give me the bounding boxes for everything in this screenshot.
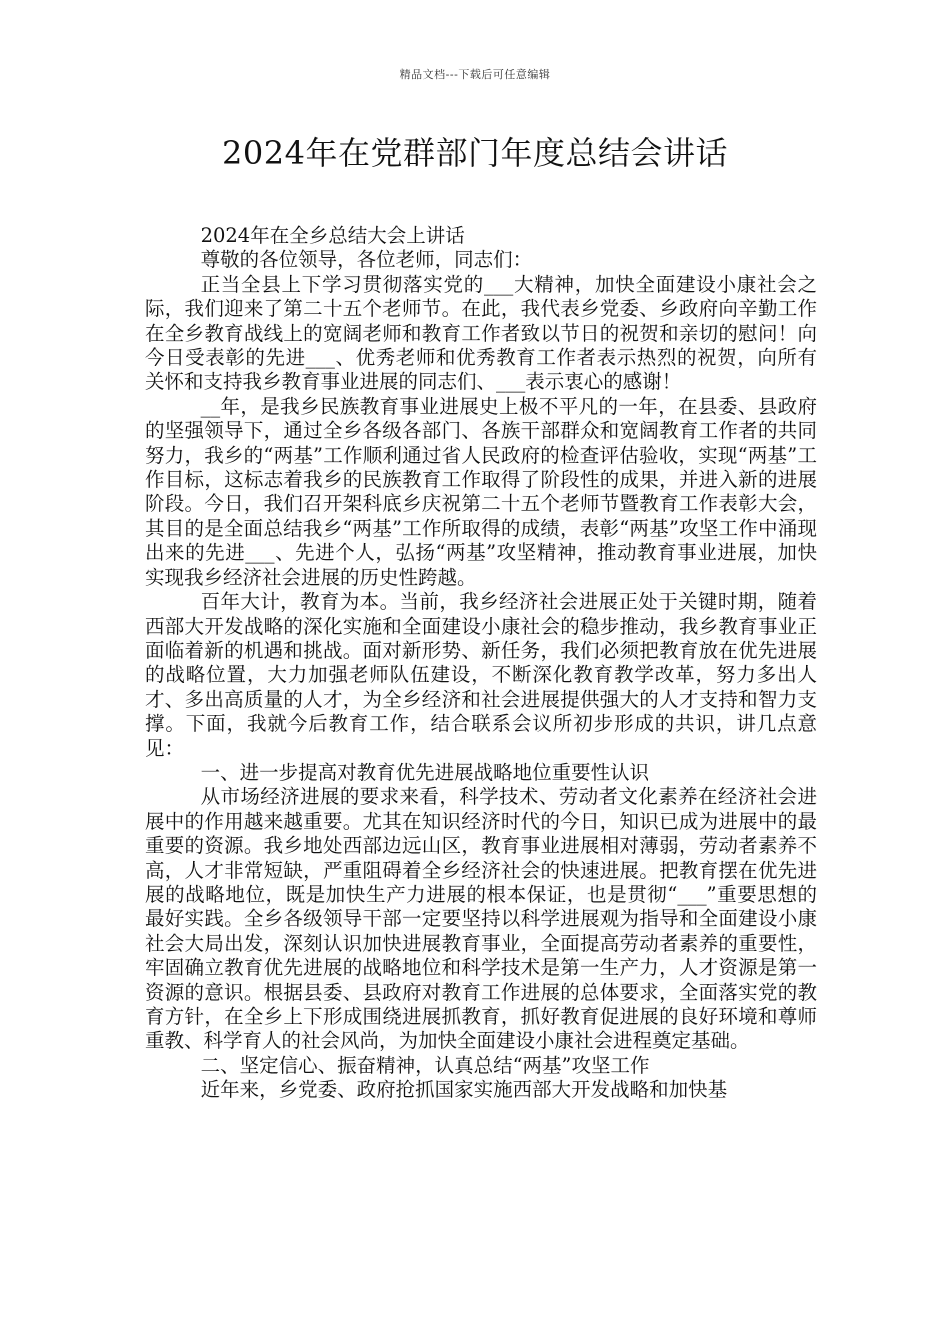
salutation: 尊敬的各位领导，各位老师，同志们：	[200, 248, 533, 272]
page-header: 精品文档---下载后可任意编辑	[399, 68, 551, 81]
body-paragraph: 百年大计，教育为本。当前，我乡经济社会进展正处于关键时期，随着西部大开发战略的深化实施和全面建设小康社会的稳步推动，我乡教育事业正面临着新的机遇和挑战。面对新形势、新任务，我们必须把教育放在优先进展的战略位置，大力加强老师队伍建设，不断深化教育教学改革，努力多出人才、多出高质量的人才，为全乡经济和社会进展提供强大的人才支持和智力支撑。下面，我就今后教育工作，结合联系会议所初步形成的共识，讲几点意见：	[145, 590, 817, 760]
document-body	[145, 224, 817, 1103]
section-heading: 二、坚定信心、振奋精神，认真总结“两基”攻坚工作	[200, 1053, 650, 1077]
section-heading: 一、进一步提高对教育优先进展战略地位重要性认识	[200, 760, 650, 784]
body-paragraph: 从市场经济进展的要求来看，科学技术、劳动者文化素养在经济社会进展中的作用越来越重要。尤其在知识经济时代的今日，知识已成为进展中的最重要的资源。我乡地处西部边远山区，教育事业进展相对薄弱，劳动者素养不高，人才非常短缺，严重阻碍着全乡经济社会的快速进展。把教育摆在优先进展的战略地位，既是加快生产力进展的根本保证，也是贯彻“___”重要思想的最好实践。全乡各级领导干部一定要坚持以科学进展观为指导和全面建设小康社会大局出发，深刻认识加快进展教育事业，全面提高劳动者素养的重要性，牢固确立教育优先进展的战略地位和科学技术是第一生产力，人才资源是第一资源的意识。根据县委、县政府对教育工作进展的总体要求，全面落实党的教育方针，在全乡上下形成围绕进展抓教育，抓好教育促进展的良好环境和尊师重教、科学育人的社会风尚，为加快全面建设小康社会进程奠定基础。	[145, 785, 817, 1053]
document-title: 2024年在党群部门年度总结会讲话	[222, 134, 728, 172]
body-paragraph: __年，是我乡民族教育事业进展史上极不平凡的一年，在县委、县政府的坚强领导下，通过全乡各级各部门、各族干部群众和宽阔教育工作者的共同努力，我乡的“两基”工作顺利通过省人民政府的检查评估验收，实现“两基”工作目标，这标志着我乡的民族教育工作取得了阶段性的成果，并进入新的进展阶段。今日，我们召开架科底乡庆祝第二十五个老师节暨教育工作表彰大会，其目的是全面总结我乡“两基”工作所取得的成绩，表彰“两基”攻坚工作中涌现出来的先进___、先进个人，弘扬“两基”攻坚精神，推动教育事业进展，加快实现我乡经济社会进展的历史性跨越。	[145, 394, 817, 589]
body-paragraph: 近年来，乡党委、政府抢抓国家实施西部大开发战略和加快基	[200, 1078, 728, 1102]
body-paragraph: 正当全县上下学习贯彻落实党的___大精神，加快全面建设小康社会之际，我们迎来了第二十五个老师节。在此，我代表乡党委、乡政府向辛勤工作在全乡教育战线上的宽阔老师和教育工作者致以节日的祝贺和亲切的慰问！向今日受表彰的先进___、优秀老师和优秀教育工作者表示热烈的祝贺，向所有关怀和支持我乡教育事业进展的同志们、___表示衷心的感谢！	[145, 272, 817, 394]
speech-subtitle: 2024年在全乡总结大会上讲话	[200, 224, 465, 247]
